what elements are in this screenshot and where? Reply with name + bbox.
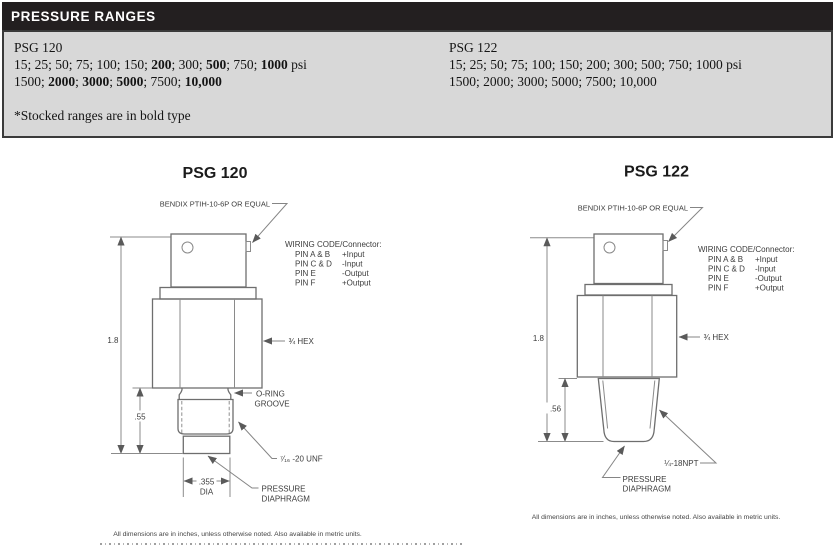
psg120-hex-body: [153, 299, 263, 388]
psg120-connector-leader-line: [253, 204, 288, 243]
psg122-callouts: [603, 333, 730, 493]
psg122-connector-key-tab: [663, 241, 668, 251]
psg120-oring-groove-left: [179, 388, 182, 399]
psg120-stem-dimension-text: .55: [134, 412, 146, 422]
psg122-drawing-title: PSG 122: [624, 163, 689, 181]
psg120-pin-e-signal: -Output: [342, 269, 369, 278]
psg120-hex-label: ¾ HEX: [288, 337, 314, 347]
psg122-ranges-line1: 15; 25; 50; 75; 100; 150; 200; 300; 500; 750; 1000 psi: [449, 56, 742, 72]
psg120-wiring-code-block: [285, 240, 381, 288]
psg120-thread-leader-line: [239, 422, 278, 459]
psg120-oring-label-line2: GROOVE: [254, 399, 290, 409]
psg120-drawing: [107, 165, 381, 538]
stocked-ranges-note: *Stocked ranges are in bold type: [14, 108, 191, 123]
psg120-diaphragm-label-line1: PRESSURE: [261, 484, 306, 494]
psg122-pin-e-label: PIN E: [708, 274, 729, 283]
psg122-connector-label: BENDIX PTIH-10-6P OR EQUAL: [577, 203, 688, 213]
psg120-pin-cd-label: PIN C & D: [295, 259, 332, 269]
psg122-thread-label: ¼-18NPT: [664, 459, 699, 468]
psg122-flange: [585, 285, 672, 296]
psg122-footnote: All dimensions are in inches, unless otherwise noted. Also available in metric units.: [531, 514, 781, 521]
psg120-drawing-title: PSG 120: [182, 165, 248, 182]
psg122-connector-leader-line: [669, 208, 703, 242]
psg122-hex-label: ¾ HEX: [703, 333, 729, 343]
psg122-pin-cd-signal: -Input: [755, 264, 776, 274]
psg120-dimensions: [107, 237, 230, 497]
psg122-drawing: [530, 164, 794, 522]
psg120-connector-pin-hole: [182, 242, 193, 253]
psg120-pin-e-label: PIN E: [295, 269, 316, 278]
psg120-connector-housing: [171, 234, 246, 287]
psg122-pin-cd-label: PIN C & D: [708, 264, 745, 274]
psg120-thread-label: ⁷⁄₁₆ -20 UNF: [280, 454, 323, 464]
psg122-model-label: PSG 122: [449, 40, 498, 55]
psg122-connector-housing: [594, 234, 663, 284]
psg120-pin-f-label: PIN F: [295, 278, 316, 288]
psg120-connector-key-tab: [246, 242, 251, 252]
psg122-wiring-code-block: [698, 245, 794, 293]
psg120-ranges-line2: 1500; 2000; 3000; 5000; 7500; 10,000: [14, 73, 222, 89]
psg122-pin-f-signal: +Output: [755, 283, 784, 293]
psg122-pin-f-label: PIN F: [708, 283, 729, 293]
psg120-height-dimension-text: 1.8: [107, 336, 119, 345]
psg122-diaphragm-label-line2: DIAPHRAGM: [622, 484, 671, 494]
psg120-sensor-body: [153, 234, 263, 454]
psg122-pin-e-signal: -Output: [755, 274, 782, 283]
pressure-ranges-title: PRESSURE RANGES: [11, 9, 156, 24]
psg120-ranges-line1: 15; 25; 50; 75; 100; 150; 200; 300; 500; 750; 1000 psi: [14, 56, 307, 72]
psg120-oring-label-line1: O-RING: [256, 389, 285, 399]
psg122-pin-ab-signal: +Input: [755, 255, 778, 264]
psg120-flange: [160, 288, 256, 300]
psg120-pin-cd-signal: -Input: [342, 259, 363, 269]
psg122-npt-leader-line: [660, 410, 717, 463]
psg120-pin-f-signal: +Output: [342, 278, 371, 288]
psg122-diaphragm-leader-line: [603, 446, 625, 478]
psg122-ranges-line2: 1500; 2000; 3000; 5000; 7500; 10,000: [449, 73, 657, 89]
cropped-text-top-edge: [100, 543, 462, 545]
psg122-height-dimension-text: 1.8: [532, 334, 544, 343]
psg122-sensor-body: [577, 234, 676, 442]
psg120-pin-ab-label: PIN A & B: [295, 250, 331, 259]
psg120-diaphragm-label-line2: DIAPHRAGM: [261, 494, 310, 504]
psg120-oring-groove-right: [228, 388, 231, 399]
psg120-dia-unit-text: DIA: [199, 487, 214, 497]
psg122-wiring-title: WIRING CODE/Connector:: [698, 245, 795, 254]
psg120-footnote: All dimensions are in inches, unless otherwise noted. Also available in metric units.: [113, 531, 362, 538]
psg120-dia-dimension-text: .355: [198, 477, 215, 487]
psg120-connector-label: BENDIX PTIH-10-6P OR EQUAL: [159, 199, 270, 209]
psg122-connector-pin-hole: [604, 242, 615, 253]
psg120-callouts: [208, 337, 323, 503]
psg120-threaded-section: [178, 400, 233, 435]
psg120-diaphragm-leader-line: [208, 456, 259, 488]
psg122-npt-thread-section: [598, 379, 659, 442]
psg122-hex-body: [577, 296, 676, 378]
psg120-diaphragm-cylinder: [183, 436, 230, 453]
psg122-dimensions: [530, 238, 604, 442]
psg120-model-label: PSG 120: [14, 40, 63, 55]
psg120-wiring-title: WIRING CODE/Connector:: [285, 240, 382, 249]
psg122-pin-ab-label: PIN A & B: [708, 255, 744, 264]
psg120-pin-ab-signal: +Input: [342, 250, 365, 259]
psg122-diaphragm-label-line1: PRESSURE: [622, 475, 667, 484]
psg122-stem-dimension-text: .56: [549, 404, 562, 414]
psg122-thread-root-right: [650, 381, 655, 429]
